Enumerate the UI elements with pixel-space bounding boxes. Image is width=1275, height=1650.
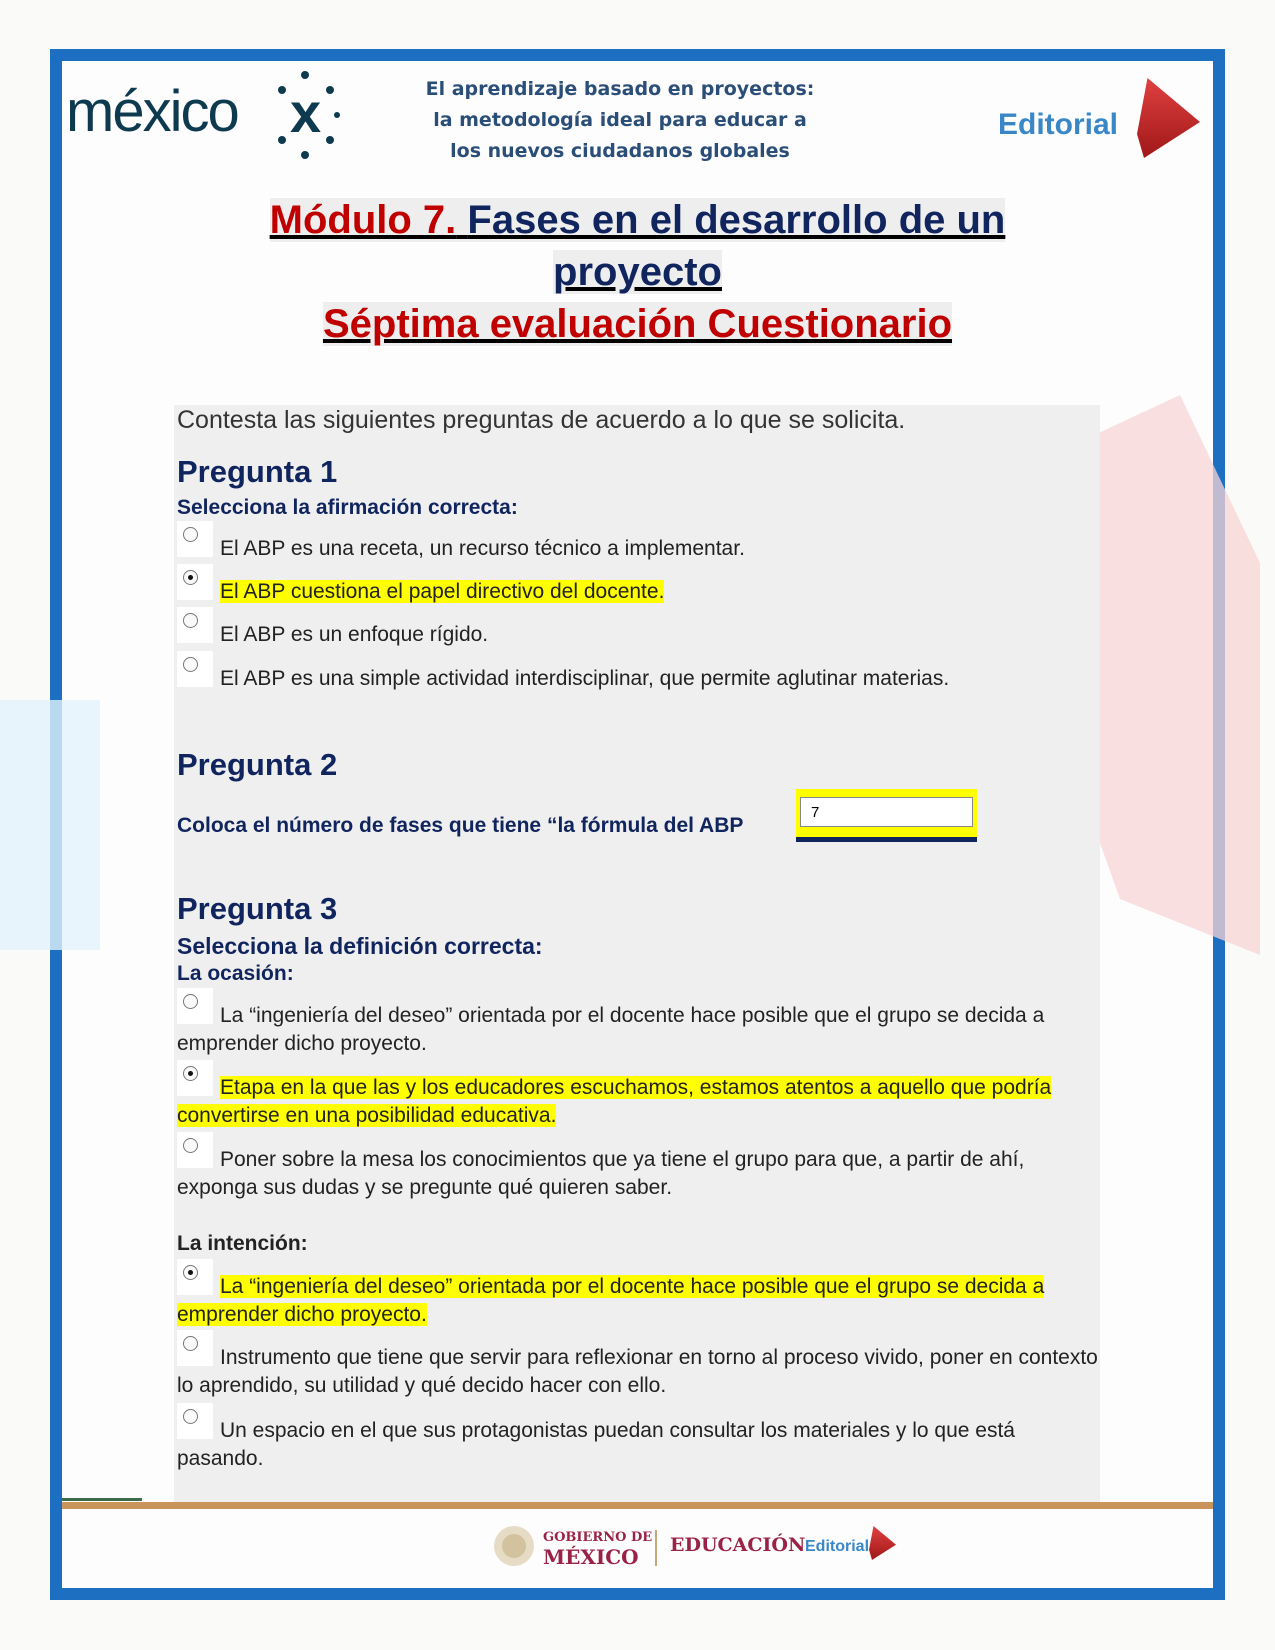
ocasion-label: La ocasión:: [177, 962, 294, 985]
radio-checked-icon: [183, 1066, 198, 1081]
option-text: El ABP es una receta, un recurso técnico a implementar.: [220, 537, 745, 560]
answer-option[interactable]: [177, 578, 1100, 606]
radio-button[interactable]: [177, 1330, 213, 1366]
radio-button[interactable]: [177, 1403, 213, 1439]
educacion-logo: EDUCACIÓN: [670, 1534, 806, 1556]
watermark-shape: [0, 700, 100, 950]
option-text: El ABP es una simple actividad interdisciplinar, que permite aglutinar materias.: [220, 667, 950, 690]
radio-unchecked-icon: [183, 613, 198, 628]
radio-unchecked-icon: [183, 1409, 198, 1424]
answer-option[interactable]: [177, 1344, 1100, 1400]
mexicox-x-icon: [272, 70, 352, 160]
answer-option[interactable]: [177, 665, 1100, 693]
radio-button[interactable]: [177, 1060, 213, 1096]
module-name: Fases en el desarrollo de un: [467, 198, 1006, 242]
radio-unchecked-icon: [183, 1336, 198, 1351]
answer-option[interactable]: [177, 1146, 1100, 1202]
divider: [62, 1498, 142, 1501]
question-1-prompt: Selecciona la afirmación correcta:: [177, 496, 518, 519]
radio-checked-icon: [183, 570, 198, 585]
subtitle-line: la metodología ideal para educar a: [433, 109, 807, 131]
radio-button[interactable]: [177, 988, 213, 1024]
gobierno-logo: [543, 1530, 652, 1569]
svg-text:x: x: [290, 81, 322, 144]
footer-separator: [655, 1530, 657, 1566]
option-text: La “ingeniería del deseo” orientada por el docente hace posible que el grupo se decida a emprender dicho proyecto.: [177, 1275, 1045, 1326]
answer-option[interactable]: [177, 535, 1100, 563]
option-text: Etapa en la que las y los educadores escuchamos, estamos atentos a aquello que podría convertirse en una posibilidad educativa.: [177, 1076, 1052, 1127]
option-text: Instrumento que tiene que servir para reflexionar en torno al proceso vivido, poner en contexto lo aprendido, su utilidad y qué decido hacer con ello.: [177, 1346, 1098, 1397]
answer-field-wrapper: [796, 789, 977, 842]
radio-unchecked-icon: [183, 527, 198, 542]
option-text: Un espacio en el que sus protagonistas puedan consultar los materiales y lo que está pasando.: [177, 1419, 1015, 1470]
radio-unchecked-icon: [183, 1138, 198, 1153]
question-3-title: Pregunta 3: [177, 891, 338, 926]
coat-of-arms-icon: [492, 1524, 536, 1568]
evaluation-title: [0, 302, 1275, 347]
answer-option[interactable]: [177, 1273, 1100, 1329]
radio-button[interactable]: [177, 564, 213, 600]
instructions: Contesta las siguientes preguntas de acuerdo a lo que se solicita.: [177, 406, 906, 434]
module-title: [0, 198, 1275, 243]
footer-divider: [62, 1502, 1213, 1509]
radio-button[interactable]: [177, 651, 213, 687]
footer-editorial-logo: Editorial: [805, 1538, 870, 1555]
question-2-title: Pregunta 2: [177, 747, 338, 782]
module-title-line2: [0, 250, 1275, 295]
option-text: La “ingeniería del deseo” orientada por el docente hace posible que el grupo se decida a emprender dicho proyecto.: [177, 1004, 1045, 1055]
radio-unchecked-icon: [183, 657, 198, 672]
editorial-logo-text: Editorial: [998, 108, 1119, 141]
gob-line: MÉXICO: [543, 1545, 639, 1569]
question-3-prompt: Selecciona la definición correcta:: [177, 933, 543, 959]
mexicox-logo: méxico: [66, 79, 238, 144]
answer-option[interactable]: [177, 621, 1100, 649]
radio-checked-icon: [183, 1265, 198, 1280]
option-text: Poner sobre la mesa los conocimientos que ya tiene el grupo para que, a partir de ahí, exponga sus dudas y se pregunte qué quieren saber.: [177, 1148, 1025, 1199]
course-subtitle: [420, 74, 820, 167]
radio-button[interactable]: [177, 1259, 213, 1295]
question-2-prompt: Coloca el número de fases que tiene “la fórmula del ABP: [177, 814, 744, 837]
answer-option[interactable]: [177, 1074, 1100, 1130]
option-text: El ABP cuestiona el papel directivo del docente.: [220, 580, 665, 603]
module-name-2: proyecto: [553, 250, 722, 294]
module-number: Módulo 7.: [269, 198, 457, 242]
radio-unchecked-icon: [183, 994, 198, 1009]
subtitle-line: los nuevos ciudadanos globales: [450, 140, 790, 162]
intencion-label: La intención:: [177, 1232, 308, 1255]
radio-button[interactable]: [177, 1132, 213, 1168]
answer-option[interactable]: [177, 1417, 1100, 1473]
radio-button[interactable]: [177, 521, 213, 557]
gob-line: GOBIERNO DE: [543, 1530, 653, 1545]
question-1-title: Pregunta 1: [177, 454, 338, 489]
evaluation-label: Séptima evaluación Cuestionario: [322, 302, 953, 346]
answer-option[interactable]: [177, 1002, 1100, 1058]
phases-number-input[interactable]: [800, 797, 973, 827]
option-text: El ABP es un enfoque rígido.: [220, 623, 489, 646]
subtitle-line: El aprendizaje basado en proyectos:: [425, 78, 815, 100]
radio-button[interactable]: [177, 607, 213, 643]
